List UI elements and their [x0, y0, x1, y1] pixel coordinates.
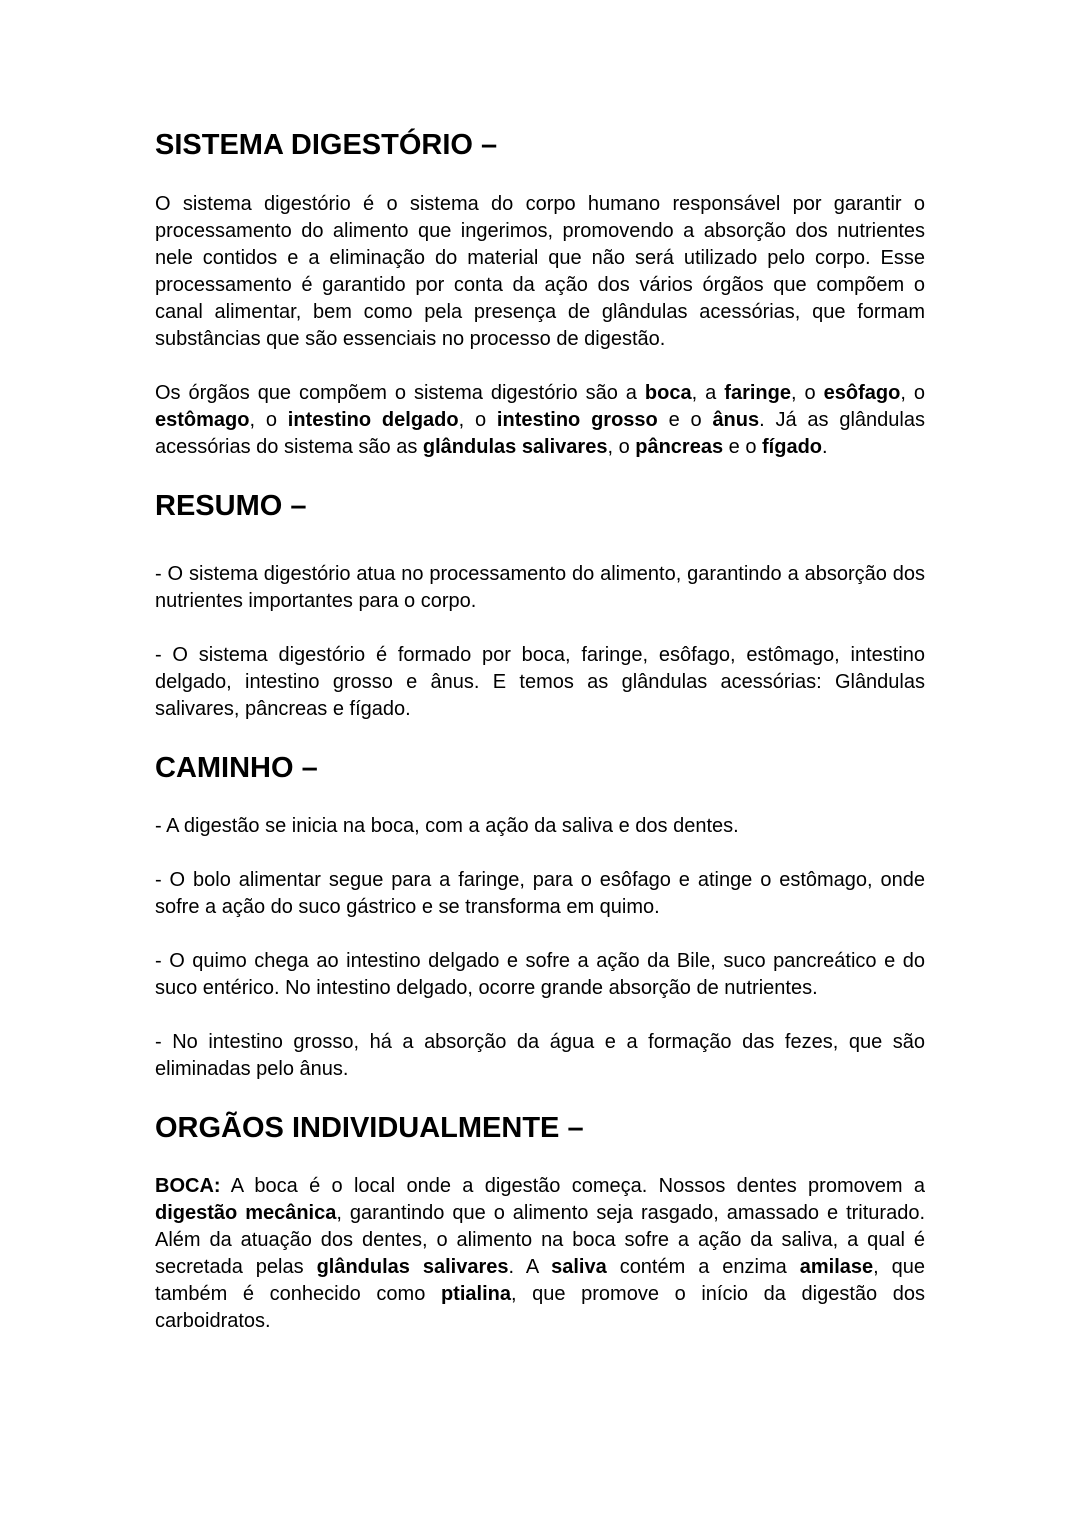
paragraph	[155, 813, 925, 840]
bold-term: glândulas salivares	[316, 1256, 509, 1278]
text-run: - O quimo chega ao intestino delgado e sofre a ação da Bile, suco pancreático e do suco entérico. No intestino delgado, ocorre grande absorção de nutrientes.	[155, 950, 925, 999]
section-heading: ORGÃOS INDIVIDUALMENTE –	[155, 1112, 584, 1144]
paragraph	[155, 380, 925, 461]
bold-term: ânus	[712, 409, 760, 431]
text-run: O sistema digestório é o sistema do corpo humano responsável por garantir o processamento do alimento que ingerimos, promovendo a absorção dos nutrientes nele contidos e a eliminação do material que não será utilizado pelo corpo. Esse processamento é garantido por conta da ação dos vários órgãos que compõem o canal alimentar, bem como pela presença de glândulas acessórias, que formam substâncias que são essenciais no processo de digestão.	[155, 193, 925, 350]
text-run: , que promove o início da digestão dos carboidratos.	[155, 1283, 925, 1332]
bold-term: ptialina	[440, 1283, 511, 1305]
text-run: , o	[249, 409, 288, 431]
text-run: e o	[723, 436, 763, 458]
text-run: - No intestino grosso, há a absorção da água e a formação das fezes, que são eliminadas pelo ânus.	[155, 1031, 925, 1080]
text-run: e o	[657, 409, 713, 431]
section-heading: SISTEMA DIGESTÓRIO –	[155, 129, 498, 161]
bold-term: pâncreas	[635, 436, 724, 458]
text-run: contém a enzima	[606, 1256, 800, 1278]
text-run: - A digestão se inicia na boca, com a ação da saliva e dos dentes.	[155, 815, 739, 837]
bold-term: fígado	[762, 436, 823, 458]
text-run: , a	[691, 382, 725, 404]
bold-term: esôfago	[823, 382, 901, 404]
document-page	[155, 127, 925, 1362]
text-run: . Já as glândulas acessórias do sistema são as	[155, 409, 925, 458]
text-run: , o	[607, 436, 636, 458]
section-heading: RESUMO –	[155, 490, 307, 522]
bold-term: estômago	[155, 409, 250, 431]
bold-term: intestino delgado	[287, 409, 459, 431]
paragraph	[155, 948, 925, 1002]
section-heading: CAMINHO –	[155, 752, 318, 784]
text-run: . A	[508, 1256, 552, 1278]
bold-term: saliva	[551, 1256, 607, 1278]
text-run: .	[822, 436, 828, 458]
bold-term: BOCA:	[155, 1175, 221, 1197]
paragraph	[155, 1173, 925, 1335]
paragraph	[155, 561, 925, 615]
text-run: , que também é conhecido como	[155, 1256, 926, 1305]
text-run: , garantindo que o alimento seja rasgado, amassado e triturado. Além da atuação dos dentes, o alimento na boca sofre a ação da saliva, a qual é secretada pelas	[155, 1202, 925, 1278]
paragraph	[155, 1029, 925, 1083]
text-run: Os órgãos que compõem o sistema digestório são a	[155, 382, 645, 404]
paragraph	[155, 642, 925, 723]
text-run: , o	[900, 382, 925, 404]
text-run: A boca é o local onde a digestão começa. Nossos dentes promovem a	[220, 1175, 925, 1197]
text-run: - O bolo alimentar segue para a faringe, para o esôfago e atinge o estômago, onde sofre a ação do suco gástrico e se transforma em quimo.	[155, 869, 925, 918]
text-run: - O sistema digestório atua no processamento do alimento, garantindo a absorção dos nutrientes importantes para o corpo.	[155, 563, 925, 612]
paragraph	[155, 191, 925, 353]
paragraph	[155, 867, 925, 921]
bold-term: faringe	[724, 382, 791, 404]
bold-term: boca	[644, 382, 692, 404]
text-run: , o	[790, 382, 824, 404]
bold-term: intestino grosso	[496, 409, 658, 431]
bold-term: amilase	[799, 1256, 874, 1278]
text-run: , o	[458, 409, 497, 431]
text-run: - O sistema digestório é formado por boca, faringe, esôfago, estômago, intestino delgado, intestino grosso e ânus. E temos as glândulas acessórias: Glândulas salivares, pâncreas e fígado.	[155, 644, 925, 720]
bold-term: digestão mecânica	[155, 1202, 337, 1224]
bold-term: glândulas salivares	[422, 436, 608, 458]
